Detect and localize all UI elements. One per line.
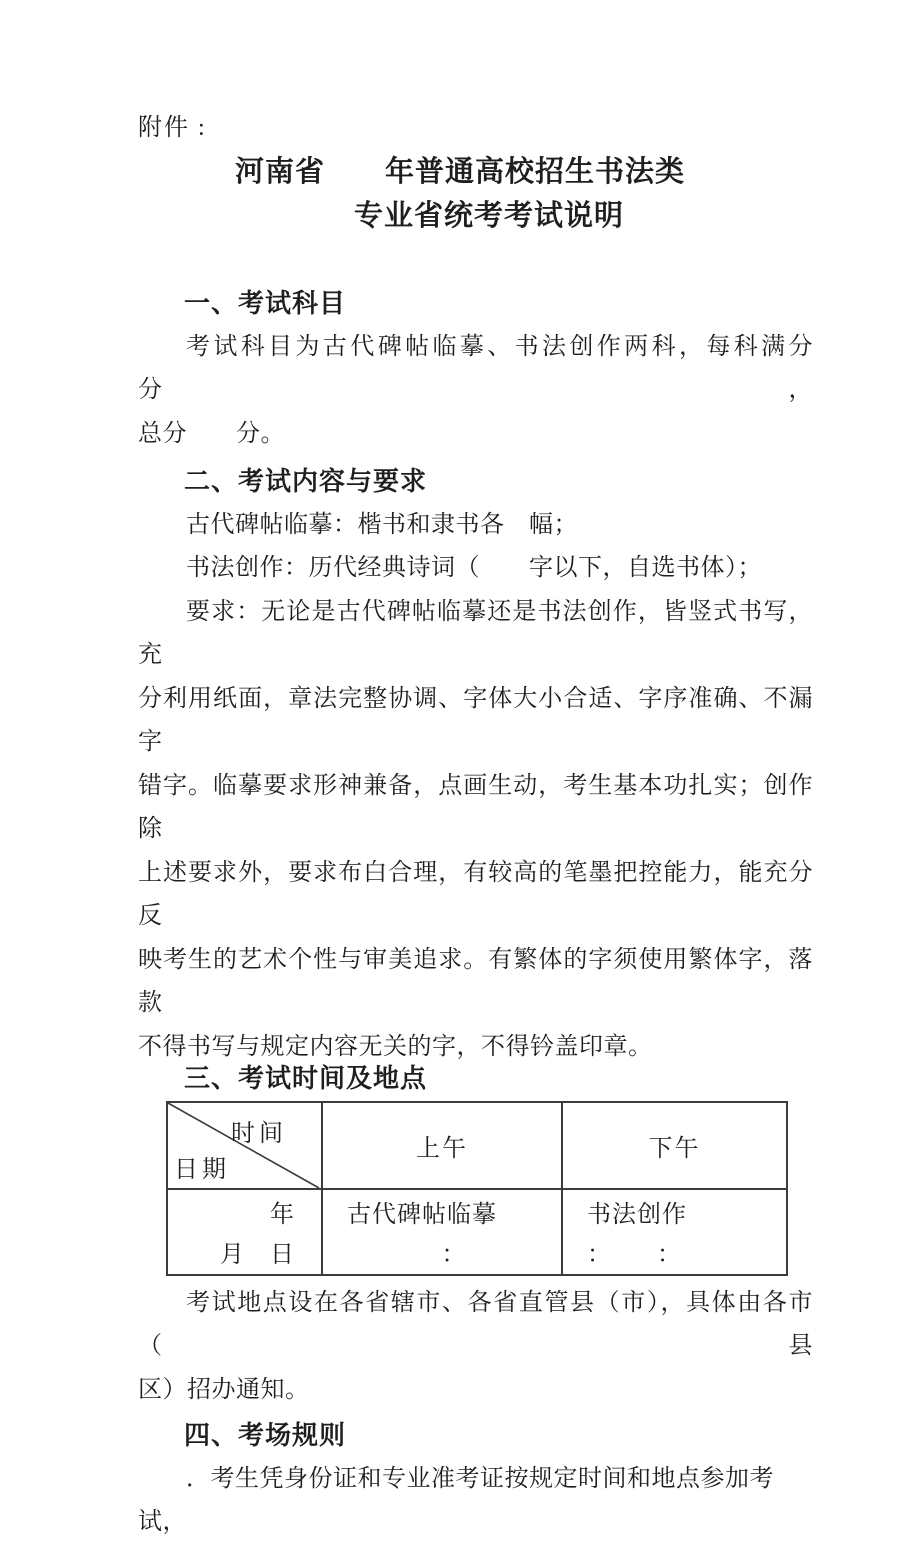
afternoon-subject-text: 书法创作 xyxy=(587,1202,687,1229)
morning-header-cell: 上午 xyxy=(322,1102,562,1189)
corner-date-label: 日期 xyxy=(174,1156,230,1183)
date-year-text: 年 xyxy=(270,1202,295,1229)
section2-heading: 二、考试内容与要求 xyxy=(184,466,428,496)
afternoon-header-cell: 下午 xyxy=(562,1102,787,1189)
page-title-line2: 专业省统考考试说明 xyxy=(353,200,624,232)
section1-heading: 一、考试科目 xyxy=(184,288,347,318)
morning-subject-text: 古代碑帖临摹 xyxy=(347,1202,497,1229)
attachment-label: 附件 : xyxy=(138,115,207,141)
section4-paragraph-line: ．考生凭身份证和专业准考证按规定时间和地点参加考试， xyxy=(138,1465,774,1535)
section3-paragraph-line: 区）招办通知。 xyxy=(138,1376,310,1403)
requirements-paragraph-line: 上述要求外，要求布白合理，有较高的笔墨把控能力，能充分反 xyxy=(138,859,813,929)
document-body xyxy=(0,282,920,1545)
afternoon-subject-cell xyxy=(562,1189,787,1275)
corner-header-cell xyxy=(167,1102,322,1189)
afternoon-time-text: ： ： xyxy=(587,1241,682,1268)
date-month-day-text: 月 日 xyxy=(220,1241,295,1268)
schedule-data-row xyxy=(167,1189,787,1275)
corner-time-label: 时间 xyxy=(231,1120,287,1147)
morning-time-text: ： xyxy=(441,1241,467,1268)
requirements-paragraph-line: 分利用纸面，章法完整协调、字体大小合适、字序准确、不漏字 xyxy=(138,685,813,755)
section2-item-copying: 古代碑帖临摹：楷书和隶书各 幅； xyxy=(186,511,578,538)
schedule-header-row xyxy=(167,1102,787,1189)
requirements-paragraph-line: 映考生的艺术个性与审美追求。有繁体的字须使用繁体字，落款 xyxy=(138,946,813,1016)
morning-subject-cell xyxy=(322,1189,562,1275)
requirements-paragraph-line: 不得书写与规定内容无关的字，不得钤盖印章。 xyxy=(138,1033,653,1060)
date-cell xyxy=(167,1189,322,1275)
section3-paragraph-line: 考试地点设在各省辖市、各省直管县（市），具体由各市（县 xyxy=(138,1289,813,1359)
exam-schedule-table xyxy=(166,1101,788,1276)
requirements-paragraph-line: 要求：无论是古代碑帖临摹还是书法创作，皆竖式书写，充 xyxy=(138,598,813,668)
requirements-paragraph-line: 错字。临摹要求形神兼备，点画生动，考生基本功扎实；创作除 xyxy=(138,772,813,842)
document-header xyxy=(0,0,920,238)
section1-paragraph-line: 总分 分。 xyxy=(138,420,285,447)
page-title-line1: 河南省 年普通高校招生书法类 xyxy=(234,156,685,188)
section1-paragraph-line: 考试科目为古代碑帖临摹、书法创作两科，每科满分 分， xyxy=(138,333,862,403)
section4-heading: 四、考场规则 xyxy=(184,1420,347,1450)
section2-item-creation: 书法创作：历代经典诗词（ 字以下，自选书体）； xyxy=(186,555,762,581)
section3-heading: 三、考试时间及地点 xyxy=(184,1063,428,1093)
